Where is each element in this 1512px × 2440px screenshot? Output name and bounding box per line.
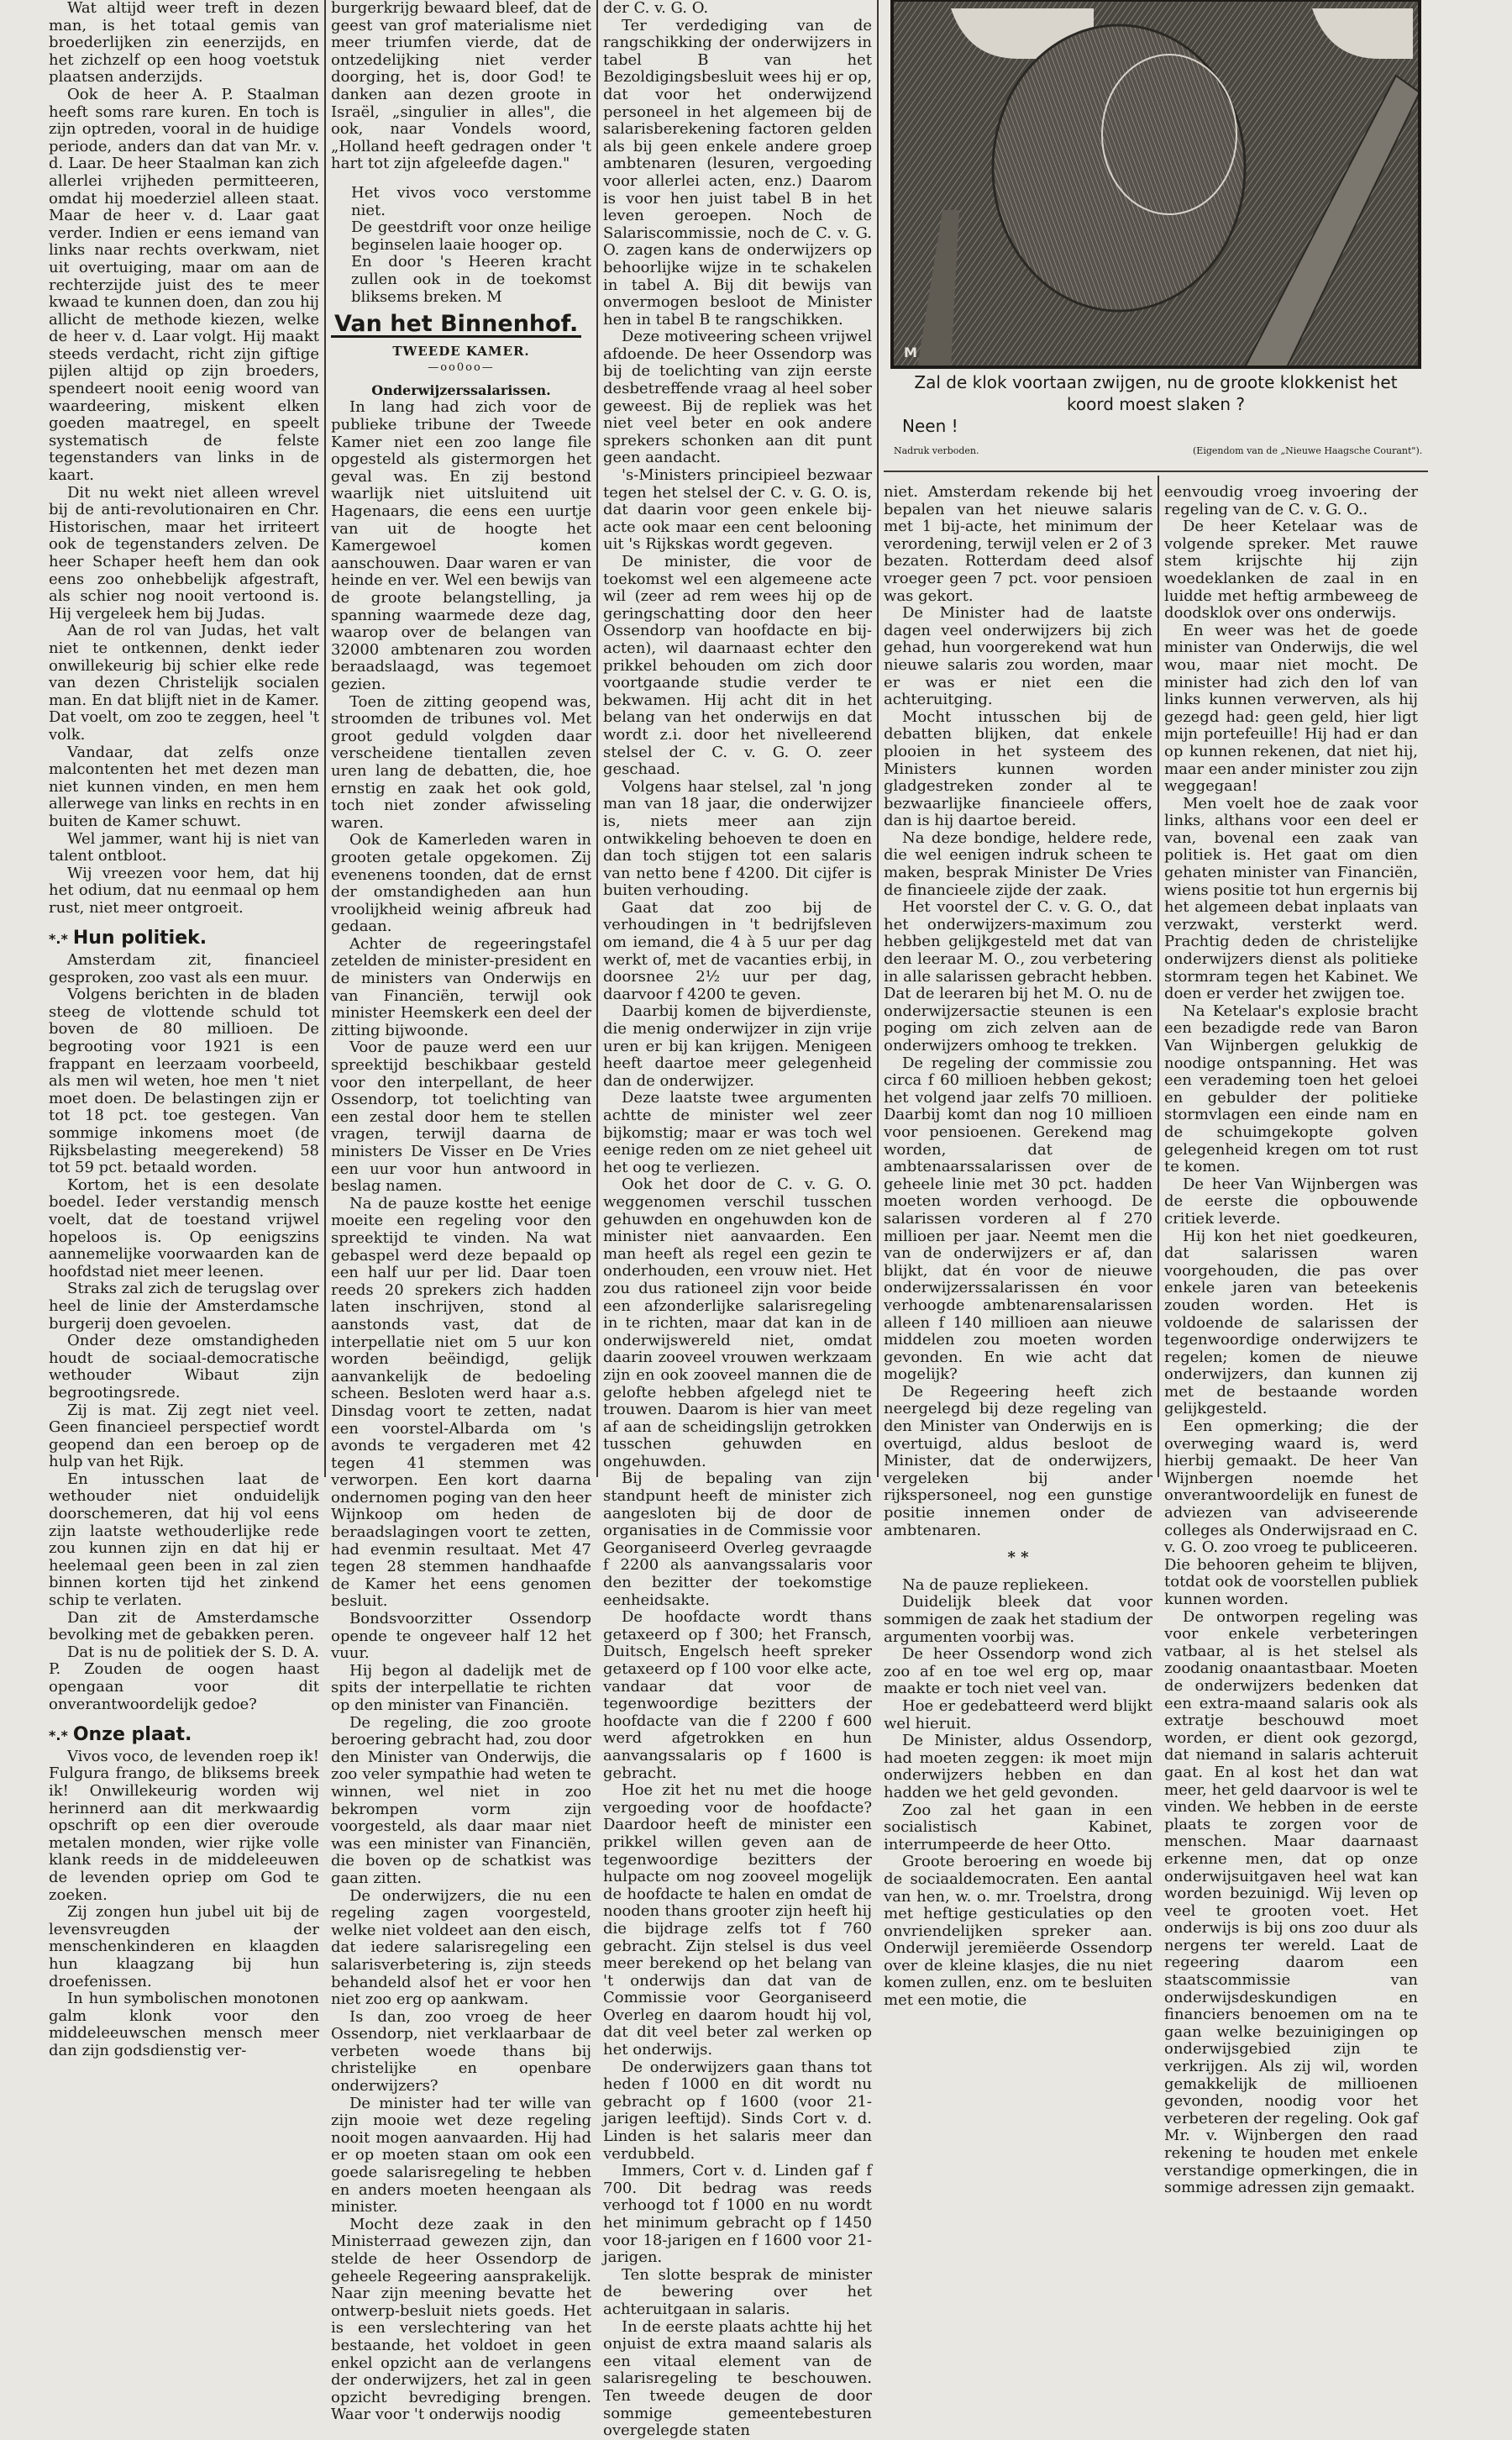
paragraph: De heer Ketelaar was de volgende spreker. Met rauwe stem krijschte hij zijn woedeklanken de zaal in en luidde met heftig armbeweeg de doodsklok over ons onderwijs. [1164,518,1418,623]
paragraph: der C. v. G. O. [603,0,709,17]
paragraph: In lang had zich voor de publieke tribune der Tweede Kamer niet een zoo lange file opgesteld als gistermorgen het geval was. En zij bestond waarlijk niet uitsluitend uit Hagenaars, die eens een uurtje van uit de hoogte het Kamergewoel komen aanschouwen. Daar waren er van heinde en ver. Wel een bewijs van de groote belangstelling, ja spanning waarmede deze dag, waarop over de belangen van 32000 ambtenaren zou worden beraadslaagd, was tegemoet gezien. [331,398,591,693]
column-2 [331,0,591,2424]
paragraph: Ter verdediging van de rangschikking der onderwijzers in tabel B van het Bezoldigingsbesluit wees hij er op, dat voor het onderwijzend personeel in het algemeen bij de salarisberekening factoren gelden als bij geen enkele andere groep ambtenaren (lesuren, vergoeding voor allerlei acten, enz.) Daarom is voor hen juist tabel B in het leven geroepen. Noch de Salariscommissie, noch de C. v. G. O. zagen kans de onderwijzers op behoorlijke wijze in te schakelen in tabel A. Bij dit bewijs van onvermogen besloot de Minister hen in tabel B te rangschikken. [603,16,872,329]
paragraph: Deze motiveering scheen vrijwel afdoende. De heer Ossendorp was bij de toelichting van zijn eerste desbetreffende vraag al heel sober geweest. Bij de repliek was het niet veel beter en ook andere sprekers schonken aan dit punt geen aandacht. [603,328,872,467]
paragraph: Voor de pauze werd een uur spreektijd beschikbaar gesteld voor den interpellant, de heer Ossendorp, tot toelichting van een zestal door hem te stellen vragen, terwijl daarna de ministers De Visser en De Vries een uur voor hun antwoord in beslag namen. [331,1039,591,1196]
column-divider [596,0,598,1477]
paragraph: niet. Amsterdam rekende bij het bepalen van het nieuwe salaris met 1 bij-acte, het minimum der verordening, terwijl velen er 2 of 3 bezaten. Rotterdam deed alsof vroeger geen 7 pct. voor pensioen was gekort. [884,483,1152,605]
cartoon-caption: Zal de klok voortaan zwijgen, nu de groote klokkenist het koord moest slaken ? [914,372,1398,414]
paragraph: En intusschen laat de wethouder niet onduidelijk doorschemeren, dat hij vol eens zijn laatste wethouderlijke rede zou kunnen zijn en dat hij er heelemaal geen been in zal zien binnen korten tijd het zinkend schip te verlaten. [49,1470,319,1610]
paragraph: De ontworpen regeling was voor enkele verbeteringen vatbaar, al is het stelsel als zoodanig onaantastbaar. Moeten de onderwijzers bedenken dat een extra-maand salaris ook als extratje beschouwd moet worden, er dient ook gezorgd, dat niemand in salaris achteruit gaat. En al kost het dan wat meer, het geld daarvoor is wel te vinden. We hebben in de eerste plaats te zorgen voor de menschen. Maar daarnaast erkenne men, dat op onze onderwijsuitgaven heel wat kan worden bezuinigd. Wij leven op veel te grooten voet. Het onderwijs is bij ons zoo duur als nergens ter wereld. Laat de regeering daarom een staatscommissie van onderwijsdeskundigen en financiers benoemen om na te gaan welke bezuinigingen op onderwijsgebied zijn te verkrijgen. Als zij wil, worden gemakkelijk de millioenen gevonden, noodig voor het verbeteren der regeling. Ook gaf Mr. v. Wijnbergen den raad rekening te houden met enkele verstandige opmerkingen, die in sommige adressen zijn gemaakt. [1164,1607,1418,2197]
paragraph: Hij kon het niet goedkeuren, dat salarissen waren voorgehouden, die pas over enkele jaren van beteekenis zouden worden. Het is voldoende de salarissen der tegenwoordige onderwijzers te regelen; komen de nieuwe onderwijzers, dan kunnen zij met de bestaande worden gelijkgesteld. [1164,1227,1418,1418]
bell-cartoon-illustration [892,0,1420,367]
section-title: Hun politiek. [72,928,207,949]
section-stars: *.* [49,1727,68,1744]
paragraph: Na de pauze repliekeen. [902,1575,1089,1594]
paragraph: Na de pauze kostte het eenige moeite een regeling voor den spreektijd te vinden. Na wat gebaspel werd deze bepaald op een half uur per lid. Daar toen reeds 20 sprekers zich hadden laten inschrijven, stond al aanstonds vast, dat de interpellatie niet om 5 uur kon worden beëindigd, gelijk aanvankelijk de bedoeling scheen. Besloten werd haar a.s. Dinsdag voort te zetten, nadat een voorstel-Albarda om 's avonds te vergaderen met 42 tegen 41 stemmen was verworpen. Een kort daarna ondernomen poging van den heer Wijnkoop om heden de beraadslagingen voort te zetten, had evenmin resultaat. Met 47 tegen 28 stemmen handhaafde de Kamer het eens genomen besluit. [331,1194,591,1611]
verse-line: Het vivos voco verstomme niet. [351,183,591,219]
paragraph: In hun symbolischen monotonen galm klonk voor den middeleeuwschen mensch meer dan zijn godsdienstig ver- [49,1990,319,2059]
paragraph: Duidelijk bleek dat voor sommigen de zaak het stadium der argumenten voorbij was. [884,1593,1152,1646]
section-stars: *.* [49,931,68,948]
paragraph: Immers, Cort v. d. Linden gaf f 700. Dit bedrag was reeds verhoogd tot f 1000 en nu wordt het minimum gebracht op f 1450 voor 18-jarigen en f 1600 voor 21-jarigen. [603,2162,872,2267]
paragraph: Ten slotte besprak de minister de bewering over het achteruitgaan in salaris. [603,2265,872,2318]
bell-engraving [892,0,1420,367]
column-divider [324,0,326,1477]
paragraph: Dat is nu de politiek der S. D. A. P. Zouden de oogen haast opengaan voor dit onverantwoordelijk gedoe? [49,1643,319,1713]
paragraph: Wat altijd weer treft in dezen man, is het totaal gemis van broederlijken zin eenerzijds, en het zichzelf op een hoog voetstuk plaatsen anderzijds. [49,0,319,87]
paragraph: Hoe zit het nu met die hooge vergoeding voor de hoofdacte? Daardoor heeft de minister een prikkel willen geven aan de tegenwoordige bezitters der hulpacte om nog zooveel mogelijk de hoofdacte te halen en omdat de nooden thans grooter zijn heeft hij die bijdrage zelfs tot f 760 gebracht. Zijn stelsel is dus veel meer berekend op het belang van 't onderwijs dan dat van de Commissie voor Georganiseerd Overleg en daarom houdt hij vol, dat dit veel beter zal werken op het onderwijs. [603,1781,872,2059]
paragraph: Hij begon al dadelijk met de spits der interpellatie te richten op den minister van Financiën. [331,1661,591,1714]
article-topic: Onderwijzerssalarissen. [371,381,551,398]
paragraph: Dit nu wekt niet alleen wrevel bij de anti-revolutionairen en Chr. Historischen, maar het irriteert ook de tegenstanders zelven. De heer Schaper heeft hem dan ook eens zoo onhebbelijk afgestraft, als schier nog nooit vertoond is. Hij vergeleek hem bij Judas. [49,483,319,623]
column-1 [49,0,319,2059]
paragraph: Achter de regeeringstafel zetelden de minister-president en de ministers van Onderwijs en van Financiën, terwijl ook minister Heemskerk een deel der zitting bijwoonde. [331,934,591,1039]
closing-verse [351,185,591,306]
paragraph: De minister, die voor de toekomst wel een algemeene acte wil (zeer ad rem wees hij op de geringschatting door den heer Ossendorp van hoofdacte en bij-acten), wil daarnaast echter den prikkel behouden om zich door voortgaande studie verder te bekwamen. Hij acht dit in het belang van het onderwijs en dat wordt z.i. door het nivelleerend stelsel der C. v. G. O. zeer geschaad. [603,553,872,779]
paragraph: Bondsvoorzitter Ossendorp opende te ongeveer half 12 het vuur. [331,1610,591,1663]
paragraph: Volgens haar stelsel, zal 'n jong man van 18 jaar, die onderwijzer is, niets meer aan zijn ontwikkeling behoeven te doen en dan toch stijgen tot een salaris van netto bene f 4200. Dit cijfer is buiten verhouding. [603,777,872,900]
paragraph: Is dan, zoo vroeg de heer Ossendorp, niet verklaarbaar de verbeten woede thans bij christelijke en openbare onderwijzers? [331,2007,591,2096]
paragraph: Zoo zal het gaan in een socialistisch Kabinet, interrumpeerde de heer Otto. [884,1801,1152,1854]
section-title: Onze plaat. [72,1724,192,1746]
paragraph: Ook de Kamerleden waren in grooten getale opgekomen. Zij evenenens toonden, dat de ernst der omstandigheden aan hun vroolijkheid weinig afbreuk had gedaan. [331,831,591,936]
paragraph: Volgens berichten in de bladen steeg de vlottende schuld tot boven de 80 millioen. De begrooting voor 1921 is een frappant en leerzaam voorbeeld, als men wil weten, hoe men 't niet moet doen. De belastingen zijn er tot 18 pct. toe gestegen. Van sommige inkomens moet (de Rijksbelasting meegerekend) 58 tot 59 pct. betaald worden. [49,986,319,1177]
paragraph: Bij de bepaling van zijn standpunt heeft de minister zich aangesloten bij de door de organisaties in de Commissie voor Georganiseerd Overleg gevraagde f 2200 als aanvangssalaris voor den bezitter der toekomstige eenheidsakte. [603,1470,872,1609]
paragraph: Gaat dat zoo bij de verhoudingen in 't bedrijfsleven om iemand, die 4 à 5 uur per dag werkt of, met de vacanties erbij, in doorsnee 2½ uur per dag, daarvoor f 4200 te geven. [603,898,872,1003]
paragraph: De heer Ossendorp wond zich zoo af en toe wel erg op, maar maakte er toch niet veel van. [884,1645,1152,1698]
paragraph: De Regeering heeft zich neergelegd bij deze regeling van den Minister van Onderwijs en is overtuigd, aldus besloot de Minister, dat de onderwijzers, vergeleken bij ander rijkspersoneel, nog een gunstige positie innemen onder de ambtenaren. [884,1382,1152,1539]
section-heading-onze-plaat [49,1724,319,1746]
paragraph: Daarbij komen de bijverdienste, die menig onderwijzer in zijn vrije uren er bij kan krijgen. Menigeen heeft daartoe meer gelegenheid dan de onderwijzer. [603,1002,872,1090]
paragraph: Ook de heer A. P. Staalman heeft soms rare kuren. En toch is zijn optreden, vooral in de huidige periode, anders dan dat van Mr. v. d. Laar. De heer Staalman kan zich allerlei vrijheden permitteeren, omdat hij moederziel alleen staat. Maar de heer v. d. Laar gaat verder. Indien er eens iemand van links naar rechts overkwam, niet uit overtuiging, maar om aan de rechterzijde juist des te meer kwaad te kunnen doen, dan zou hij allicht de methode kiezen, welke de heer v. d. Laar volgt. Hij maakt steeds verdacht, richt zijn giftige pijlen altijd op zijn broeders, spendeert nooit eenig woord van waardeering, miskent elken goeden maatregel, en speelt systematisch de felste tegenstanders van links in de kaart. [49,85,319,485]
paragraph: De onderwijzers, die nu een regeling zagen voorgesteld, welke niet voldeet aan den eisch, dat iedere salarisregeling een salarisverbetering is, zijn steeds behandeld alsof het er voor hen niet zoo erg op aankwam. [331,1886,591,2009]
paragraph: Kortom, het is een desolate boedel. Ieder verstandig mensch voelt, dat de toestand vrijwel hopeloos is. Op eenigszins aannemelijke voorwaarden kan de hoofdstad niet meer leenen. [49,1175,319,1280]
paragraph: Mocht deze zaak in den Ministerraad gewezen zijn, dan stelde de heer Ossendorp de geheele Regeering aansprakelijk. Naar zijn meening bevatte het ontwerp-besluit niets goeds. Het is een verslechtering van het bestaande, het voldoet in geen enkel opzicht aan de verlangens der onderwijzers, het zal in geen opzicht bevrediging brengen. Waar voor 't onderwijs noodig [331,2215,591,2424]
paragraph: Een opmerking; die der overweging waard is, werd hierbij gemaakt. De heer Van Wijnbergen noemde het onverantwoordelijk en funest de adviezen van adviseerende colleges als Onderwijsraad en C. v. G. O. zoo vroeg te publiceeren. Die behooren geheim te blijven, totdat ook de voorstellen publiek kunnen worden. [1164,1417,1418,1608]
paragraph: Wel jammer, want hij is niet van talent ontbloot. [49,829,319,865]
paragraph: Onder deze omstandigheden houdt de sociaal-democratische wethouder Wibaut zijn begrootingsrede. [49,1332,319,1401]
verse-line: En door 's Heeren kracht zullen ook in de toekomst bliksems breken. M [351,253,591,306]
section-heading-politiek [49,930,319,949]
paragraph: Men voelt hoe de zaak voor links, althans voor een deel er van, bovenal een zaak van politiek is. Het gaat om dien gehaten minister van Financiën, wiens positie tot hun ergernis bij het algemeen debat inplaats van verzwakt, versterkt werd. Prachtig deden de christelijke onderwijzers dienst als politieke stormram tegen het Kabinet. We doen er verder het zwijgen toe. [1164,794,1418,1003]
artist-monogram: M [904,344,917,360]
paragraph: Deze laatste twee argumenten achtte de minister wel zeer bijkomstig; maar er was toch wel eenige reden om ze niet geheel uit het oog te verliezen. [603,1089,872,1176]
verse-line: De geestdrift voor onze heilige beginselen laaie hooger op. [351,218,591,254]
paragraph: De regeling der commissie zou circa f 60 millioen hebben gekost; het volgend jaar zelfs 70 millioen. Daarbij komt dan nog 10 millioen voor pensioenen. Gerekend mag worden, dat de ambtenaarssalarissen over de geheele linie met 30 pct. hadden moeten worden verhoogd. De salarissen vorderen al f 270 millioen per jaar. Neemt men die van de onderwijzers er af, dan blijkt, dat én voor de nieuwe onderwijzerssalarissen én voor verhoogde ambtenarensalarissen alleen f 140 millioen aan nieuwe middelen zou moeten worden gevonden. En wie acht dat mogelijk? [884,1054,1152,1384]
ownership-notice: (Eigendom van de „Nieuwe Haagsche Courant"). [1193,445,1423,456]
paragraph: burgerkrijg bewaard bleef, dat de geest van grof materialisme niet meer triumfen vierde, dat de ontzedelijking niet verder doorging, het is, door God! te danken aan dezen groote in Israël, „singulier in alles", die ook, naar Vondels woord, „Holland heeft gedragen onder 't hart tot zijn afgeleefde dagen." [331,0,591,173]
column-4 [884,483,1152,2010]
paragraph: In de eerste plaats achtte hij het onjuist de extra maand salaris als een vitaal element van de salarisregeling te beschouwen. Ten tweede deugen de door sommige gemeentebesturen overgelegde staten [603,2317,872,2440]
paragraph: Na deze bondige, heldere rede, die wel eenigen indruk scheen te maken, besprak Minister De Vries de financieele zijde der zaak. [884,828,1152,899]
horizontal-rule [884,471,1428,472]
article-subheading: TWEEDE KAMER. [392,343,530,359]
paragraph: Dan zit de Amsterdamsche bevolking met de gebakken peren. [49,1608,319,1644]
paragraph: De Minister had de laatste dagen veel onderwijzers bij zich gehad, hun voorgerekend wat hun nieuwe salaris zou worden, maar er was er niet een die achteruitging. [884,604,1152,709]
column-divider [1158,476,1159,1477]
paragraph: De minister had ter wille van zijn mooie wet deze regeling nooit mogen aanvaarden. Hij had er op moeten staan om ook een goede salarisregeling te hebben en anders moeten heengaan als minister. [331,2094,591,2217]
column-divider [877,0,879,1477]
paragraph: De hoofdacte wordt thans getaxeerd op f 300; het Fransch, Duitsch, Engelsch heeft spreker getaxeerd op f 100 voor elke acte, vandaar dat voor de tegenwoordige bezitters der hoofdacte van die f 2200 f 600 werd afgetrokken en hun aanvangssalaris op f 1600 is gebracht. [603,1608,872,1782]
cartoon-answer: Neen ! [902,416,958,436]
paragraph: De heer Van Wijnbergen was de eerste die opbouwende critiek leverde. [1164,1175,1418,1228]
column-5 [1164,483,1418,2197]
ornament: —oo0oo— [428,361,495,375]
paragraph: Straks zal zich de terugslag over heel de linie der Amsterdamsche burgerij doen gevoelen. [49,1280,319,1333]
paragraph: 's-Ministers principieel bezwaar tegen het stelsel der C. v. G. O. is, dat daarin voor geen enkele bij-acte ook maar een cent belooning uit 's Rijkskas wordt gegeven. [603,466,872,554]
reprint-notice: Nadruk verboden. [894,445,979,456]
paragraph: De Minister, aldus Ossendorp, had moeten zeggen: ik moet mijn onderwijzers hebben en dan hadden we het geld gevonden. [884,1732,1152,1801]
paragraph: Hoe er gedebatteerd werd blijkt wel hieruit. [884,1696,1152,1733]
paragraph: Ook het door de C. v. G. O. weggenomen verschil tusschen gehuwden en ongehuwden kon de minister niet aanvaarden. Een man heeft als regel een gezin te onderhouden, een vrouw niet. Het zou dus rationeel zijn voor beide een afzonderlijke salarisregeling in te richten, maar dat kan in de onderwijswereld niet, omdat daarin zooveel vrouwen werkzaam zijn en ook zooveel mannen die de gelofte hebben afgelegd niet te trouwen. Daarom is hier van meet af aan de scheidingslijn getrokken tusschen gehuwden en ongehuwden. [603,1175,872,1470]
paragraph: Aan de rol van Judas, het valt niet te ontkennen, denkt ieder onwillekeurig bij schier elke rede van dezen Christelijk socialen man. En dat blijft niet in de Kamer. Dat voelt, om zoo te zeggen, heel 't volk. [49,622,319,744]
section-divider: * * [1007,1549,1029,1567]
paragraph: Het voorstel der C. v. G. O., dat het onderwijzers-maximum zou hebben gelijkgesteld met dat van den leeraar M. O., zou verbetering in alle salarissen gebracht hebben. Dat de leeraren bij het M. O. nu de onderwijzersactie steunen is een poging om zich zelven aan de onderwijzers omhoog te trekken. [884,898,1152,1054]
paragraph: Wij vreezen voor hem, dat hij het odium, dat nu eenmaal op hem rust, niet meer ontgroeit. [49,864,319,917]
paragraph: Zij zongen hun jubel uit bij de levensvreugden der menschenkinderen en klaagden hun klaagzang bij hun droefenissen. [49,1903,319,1990]
paragraph: En weer was het de goede minister van Onderwijs, die wel wou, maar niet mocht. De minister had zich den lof van links kunnen verwerven, als hij gezegd had: geen geld, hier ligt mijn portefeuille! Hij had er dan op kunnen rekenen, dat niet hij, maar een ander minister zou zijn weggegaan! [1164,621,1418,796]
paragraph: Mocht intusschen bij de debatten blijken, dat enkele plooien in het systeem des Ministers kunnen worden gladgestreken zonder al te bezwaarlijke financieele offers, dan is hij daartoe bereid. [884,707,1152,830]
paragraph: Amsterdam zit, financieel gesproken, zoo vast als een muur. [49,951,319,986]
paragraph: Na Ketelaar's explosie bracht een bezadigde rede van Baron Van Wijnbergen gelukkig de noodige ontspanning. Het was een verademing toen het geloei en gebulder der politieke stormvlagen een einde nam en de schuimgekopte golven gelegenheid kregen om tot rust te komen. [1164,1002,1418,1176]
paragraph: De onderwijzers gaan thans tot heden f 1000 en dit wordt nu gebracht op f 1600 (voor 21-jarigen leeftijd). Sinds Cort v. d. Linden is het salaris meer dan verdubbeld. [603,2058,872,2163]
paragraph: De regeling, die zoo groote beroering gebracht had, zou door den Minister van Onderwijs, die zoo veler sympathie had weten te winnen, wel niet in zoo bekrompen vorm zijn voorgesteld, als daar maar niet was een minister van Financiën, die boven op de schatkist was gaan zitten. [331,1713,591,1887]
paragraph: eenvoudig vroeg invoering der regeling van de C. v. G. O.. [1164,483,1418,518]
paragraph: Toen de zitting geopend was, stroomden de tribunes vol. Met groot geduld volgden daar verscheidene tientallen zeven uren lang de debatten, die, hoe ernstig en zaak het ook gold, toch niet zonder afwisseling waren. [331,692,591,832]
paragraph: Zij is mat. Zij zegt niet veel. Geen financieel perspectief wordt geopend dan een beroep op de hulp van het Rijk. [49,1401,319,1471]
paragraph: Vandaar, dat zelfs onze malcontenten het met dezen man niet kunnen vinden, en men hem allerwege van links en rechts in en buiten de Kamer schuwt. [49,743,319,830]
column-3 [603,0,872,2440]
paragraph: Groote beroering en woede bij de sociaaldemocraten. Een aantal van hen, w. o. mr. Troelstra, drong met heftige gesticulaties op den onvriendelijken spreker aan. Onderwijl jeremiëerde Ossendorp over de kleine klasjes, die nu niet komen zullen, enz. om te besluiten met een motie, die [884,1853,1152,2010]
paragraph: Vivos voco, de levenden roep ik! Fulgura frango, de bliksems breek ik! Onwillekeurig worden wij herinnerd aan dit merkwaardig opschrift op een dier overoude metalen monden, wier rijke volle klank reeds in de middeleeuwen de levenden opriep om God te zoeken. [49,1747,319,1904]
article-heading: Van het Binnenhof. [331,316,581,338]
